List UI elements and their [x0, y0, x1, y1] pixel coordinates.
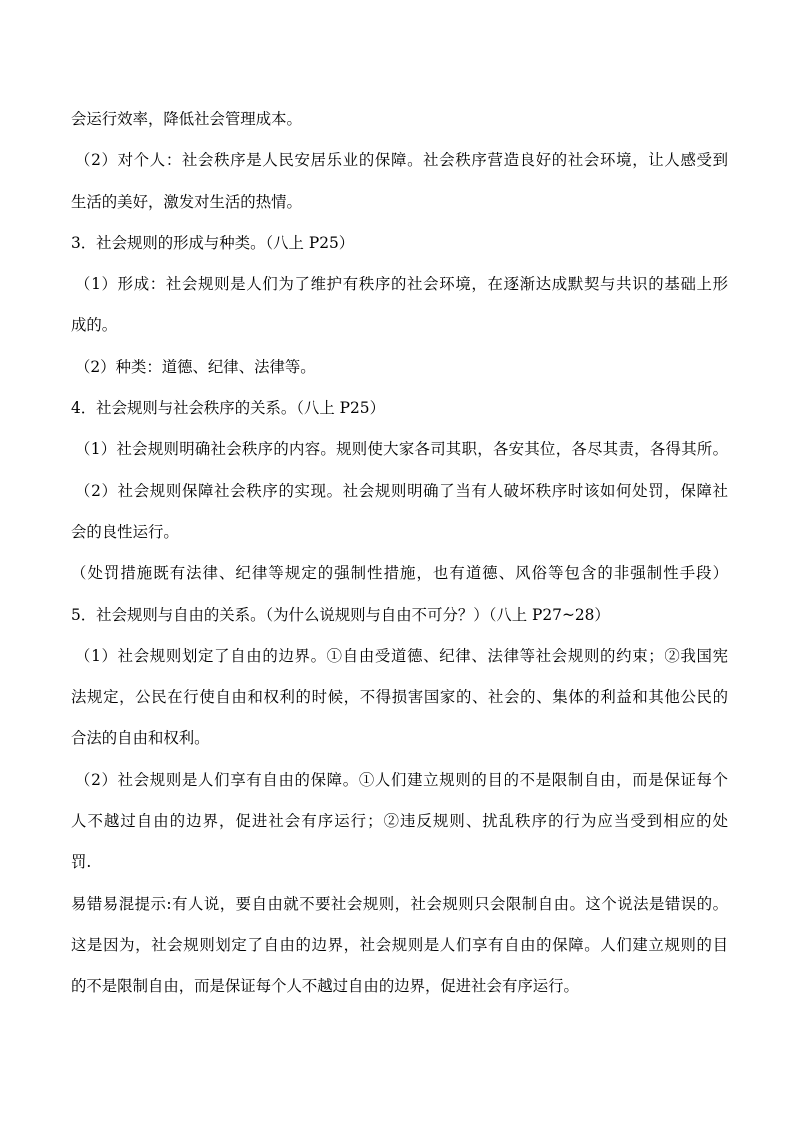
text-line: （处罚措施既有法律、纪律等规定的强制性措施，也有道德、风俗等包含的非强制性手段）	[71, 564, 728, 583]
text-line: 合法的自由和权利。	[71, 729, 210, 748]
text-line: （1）社会规则划定了自由的边界。①自由受道德、纪律、法律等社会规则的约束；②我国宪	[75, 646, 728, 665]
text-line: 会的良性运行。	[71, 522, 179, 541]
text-line: （1）社会规则明确社会秩序的内容。规则使大家各司其职，各安其位，各尽其责，各得其所。	[75, 440, 728, 459]
section-heading: 3．社会规则的形成与种类。（八上 P25）	[71, 233, 355, 252]
section-heading: 4．社会规则与社会秩序的关系。（八上 P25）	[71, 399, 385, 418]
text-line: 法规定，公民在行使自由和权利的时候，不得损害国家的、社会的、集体的利益和其他公民的	[71, 688, 728, 707]
text-line: 生活的美好，激发对生活的热情。	[71, 192, 302, 211]
text-line: （2）社会规则保障社会秩序的实现。社会规则明确了当有人破坏秩序时该如何处罚，保障社	[75, 481, 728, 500]
text-line: （1）形成：社会规则是人们为了维护有秩序的社会环境，在逐渐达成默契与共识的基础上形	[75, 275, 728, 294]
text-line: 的不是限制自由，而是保证每个人不越过自由的边界，促进社会有序运行。	[71, 977, 579, 996]
text-line: 人不越过自由的边界，促进社会有序运行；②违反规则、扰乱秩序的行为应当受到相应的处	[71, 812, 728, 831]
text-line: （2）种类：道德、纪律、法律等。	[75, 357, 316, 376]
text-line: 成的。	[71, 316, 118, 335]
text-line: 会运行效率，降低社会管理成本。	[71, 110, 302, 128]
text-line: （2）对个人：社会秩序是人民安居乐业的保障。社会秩序营造良好的社会环境，让人感受到	[75, 151, 728, 170]
tip-line: 易错易混提示:有人说，要自由就不要社会规则，社会规则只会限制自由。这个说法是错误的。	[71, 894, 728, 913]
text-line: 这是因为，社会规则划定了自由的边界，社会规则是人们享有自由的保障。人们建立规则的目	[71, 935, 728, 954]
text-line: 罚.	[71, 853, 92, 872]
text-line: （2）社会规则是人们享有自由的保障。①人们建立规则的目的不是限制自由，而是保证每个	[75, 770, 728, 789]
section-heading: 5．社会规则与自由的关系。（为什么说规则与自由不可分？）（八上 P27~28）	[71, 605, 610, 624]
